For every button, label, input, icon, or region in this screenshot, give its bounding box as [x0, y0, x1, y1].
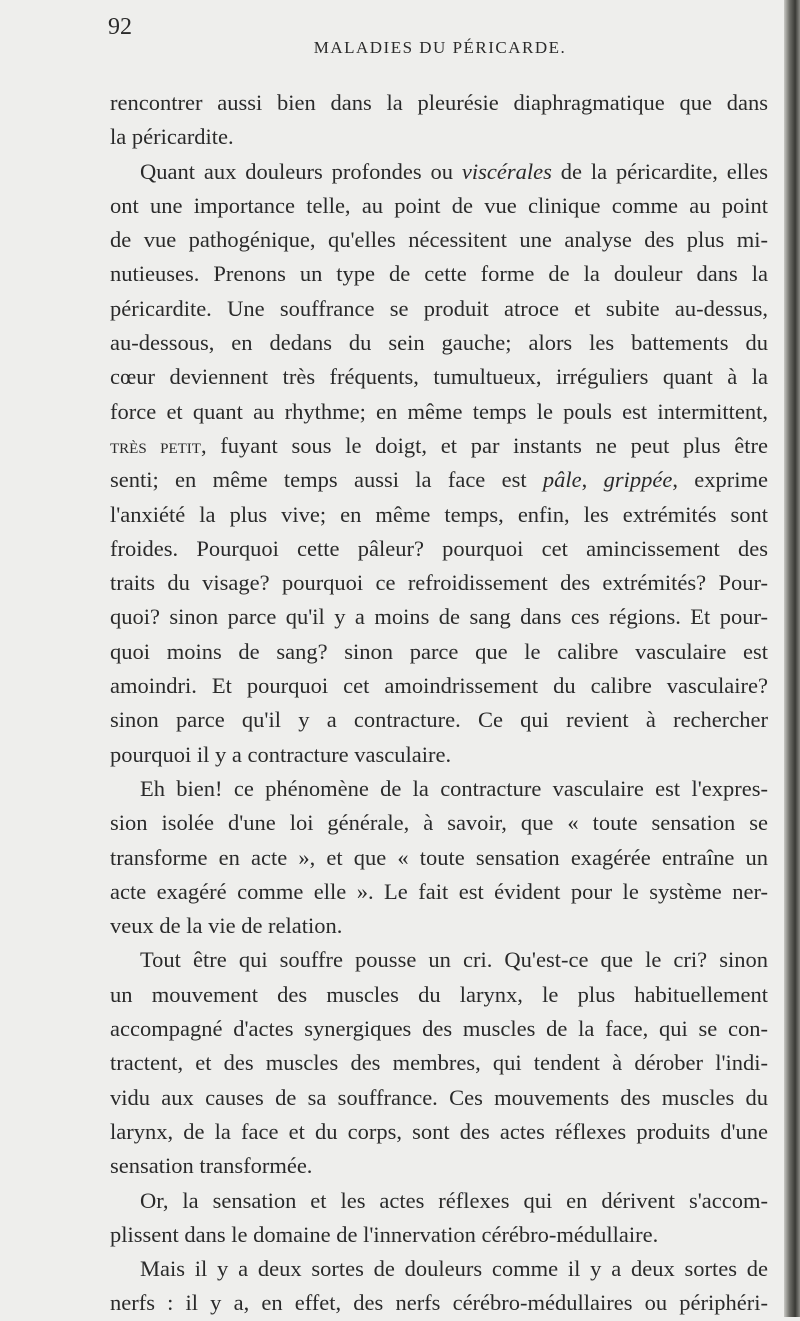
text-segment: veux de la vie de relation.	[110, 913, 343, 939]
text-line	[110, 429, 768, 463]
text-line	[110, 772, 768, 806]
text-line	[110, 86, 768, 120]
text-segment: pourquoi il y a contracture vasculaire.	[110, 741, 452, 767]
text-line	[110, 1149, 768, 1183]
text-segment: Or, la sensation et les actes réflexes qui en dérivent s'accom-	[140, 1187, 768, 1213]
italic-text: pâle	[542, 467, 582, 493]
text-line	[110, 669, 768, 703]
text-line	[110, 703, 768, 737]
text-line	[110, 189, 768, 223]
text-line	[110, 326, 768, 360]
page-number: 92	[108, 14, 132, 40]
text-line	[110, 1252, 768, 1286]
text-line	[110, 1046, 768, 1080]
text-line	[110, 806, 768, 840]
text-segment: un mouvement des muscles du larynx, le plus habituellement	[110, 981, 768, 1007]
text-segment: vidu aux causes de sa souffrance. Ces mouvements des muscles du	[110, 1084, 768, 1110]
text-segment: de la péricardite, elles	[551, 158, 768, 184]
text-segment: péricardite. Une souffrance se produit atroce et subite au-dessus,	[110, 295, 768, 321]
text-line	[110, 1115, 768, 1149]
text-line	[110, 1286, 768, 1320]
text-segment: cœur deviennent très fréquents, tumultueux, irréguliers quant à la	[110, 364, 768, 390]
text-line	[110, 395, 768, 429]
text-segment: de vue pathogénique, qu'elles nécessitent une analyse des plus mi-	[110, 227, 768, 253]
body-text	[110, 86, 768, 1321]
text-line	[110, 600, 768, 634]
text-segment: Tout être qui souffre pousse un cri. Qu'est-ce que le cri? sinon	[140, 947, 768, 973]
text-segment: froides. Pourquoi cette pâleur? pourquoi cet amincissement des	[110, 535, 768, 561]
text-line	[110, 120, 768, 154]
text-segment: larynx, de la face et du corps, sont des actes réflexes produits d'une	[110, 1118, 768, 1144]
text-segment: senti; en même temps aussi la face est	[110, 467, 543, 493]
text-segment: ont une importance telle, au point de vue clinique comme au point	[110, 192, 768, 218]
text-segment: sion isolée d'une loi générale, à savoir, que « toute sensation se	[110, 810, 768, 836]
text-line	[110, 909, 768, 943]
running-head: MALADIES DU PÉRICARDE.	[313, 38, 567, 57]
text-line	[110, 1012, 768, 1046]
text-segment: traits du visage? pourquoi ce refroidissement des extrémités? Pour-	[110, 570, 768, 596]
text-segment: , exprime	[672, 467, 769, 493]
text-segment: tractent, et des muscles des membres, qui tendent à dérober l'indi-	[110, 1050, 768, 1076]
text-line	[110, 257, 768, 291]
text-line	[110, 943, 768, 977]
text-segment: quoi moins de sang? sinon parce que le calibre vasculaire est	[110, 638, 768, 664]
text-segment: plissent dans le domaine de l'innervation cérébro-médullaire.	[110, 1221, 659, 1247]
text-segment: transforme en acte », et que « toute sensation exagérée entraîne un	[110, 844, 768, 870]
text-segment: accompagné d'actes synergiques des muscles de la face, qui se con-	[110, 1016, 768, 1042]
text-line	[110, 566, 768, 600]
text-line	[110, 498, 768, 532]
book-binding-edge	[784, 0, 800, 1317]
text-segment: ,	[581, 467, 604, 493]
text-segment: nutieuses. Prenons un type de cette forme de la douleur dans la	[110, 261, 768, 287]
text-segment: l'anxiété la plus vive; en même temps, enfin, les extrémités sont	[110, 501, 768, 527]
text-line	[110, 155, 768, 189]
text-segment: Eh bien! ce phénomène de la contracture vasculaire est l'expres-	[140, 775, 768, 801]
text-segment: amoindri. Et pourquoi cet amoindrissement du calibre vasculaire?	[110, 673, 768, 699]
small-caps-text: très petit	[110, 433, 201, 458]
text-segment: rencontrer aussi bien dans la pleurésie diaphragmatique que dans	[110, 90, 768, 115]
text-segment: la péricardite.	[110, 124, 234, 150]
text-line	[110, 1184, 768, 1218]
text-line	[110, 635, 768, 669]
italic-text: viscérales	[461, 158, 552, 184]
text-segment: acte exagéré comme elle ». Le fait est évident pour le système ner-	[110, 878, 768, 904]
text-line	[110, 360, 768, 394]
text-line	[110, 532, 768, 566]
text-line	[110, 738, 768, 772]
text-line	[110, 223, 768, 257]
text-line	[110, 875, 768, 909]
text-segment: quoi? sinon parce qu'il y a moins de sang dans ces régions. Et pour-	[110, 604, 768, 630]
text-line	[110, 463, 768, 497]
text-segment: au-dessous, en dedans du sein gauche; alors les battements du	[110, 330, 768, 356]
text-segment: force et quant au rhythme; en même temps le pouls est intermittent,	[110, 398, 768, 424]
text-line	[110, 1081, 768, 1115]
text-segment: , fuyant sous le doigt, et par instants ne peut plus être	[200, 432, 768, 458]
text-segment: Quant aux douleurs profondes ou	[140, 158, 462, 184]
text-segment: Mais il y a deux sortes de douleurs comme il y a deux sortes de	[140, 1256, 768, 1282]
text-segment: sensation transformée.	[110, 1153, 313, 1179]
text-line	[110, 292, 768, 326]
text-line	[110, 1218, 768, 1252]
text-line	[110, 841, 768, 875]
text-line	[110, 978, 768, 1012]
italic-text: grippée	[603, 467, 673, 493]
text-segment: nerfs : il y a, en effet, des nerfs cérébro-médullaires ou périphéri-	[110, 1290, 768, 1316]
text-segment: sinon parce qu'il y a contracture. Ce qui revient à rechercher	[110, 707, 768, 733]
